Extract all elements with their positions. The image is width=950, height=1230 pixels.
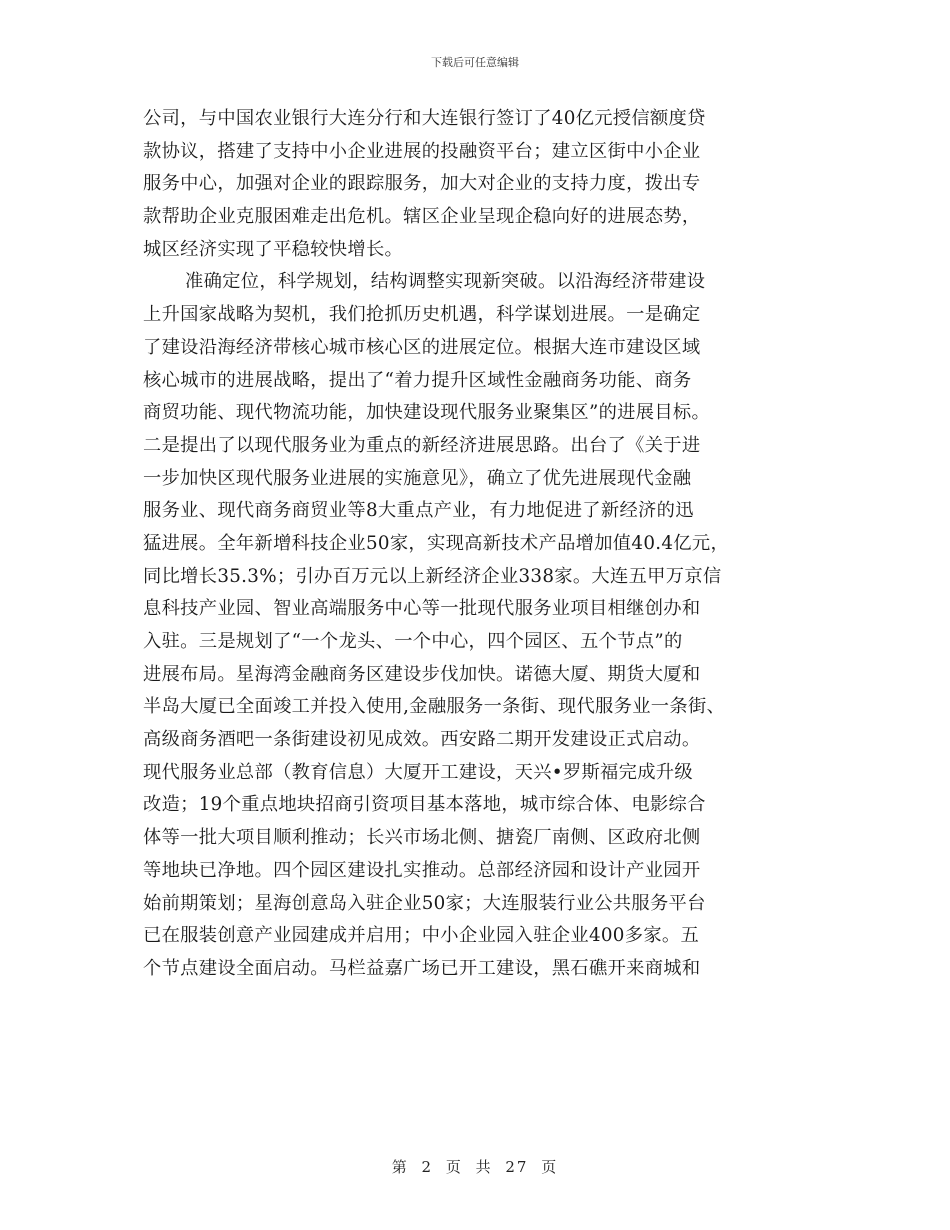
- text-line: 公司，与中国农业银行大连分行和大连银行签订了40亿元授信额度贷: [143, 108, 706, 129]
- text-line: 体等一批大项目顺利推动；长兴市场北侧、搪瓷厂南侧、区政府北侧: [143, 827, 701, 849]
- text-line: 核心城市的进展战略，提出了“着力提升区域性金融商务功能、商务: [143, 369, 692, 391]
- paragraph-start-line: 准确定位，科学规划，结构调整实现新突破。以沿海经济带建设: [185, 271, 706, 293]
- text-line: 二是提出了以现代服务业为重点的新经济进展思路。出台了《关于进: [143, 434, 701, 456]
- text-line: 息科技产业园、智业高端服务中心等一批现代服务业项目相继创办和: [143, 598, 701, 620]
- text-line: 进展布局。星海湾金融商务区建设步伐加快。诺德大厦、期货大厦和: [143, 663, 701, 685]
- text-line: 同比增长35.3%；引办百万元以上新经济企业338家。大连五甲万京信: [143, 565, 722, 587]
- text-line: 了建设沿海经济带核心城市核心区的进展定位。根据大连市建设区域: [143, 336, 701, 358]
- text-line: 款帮助企业克服困难走出危机。辖区企业呈现企稳向好的进展态势，: [143, 206, 701, 228]
- document-body: [143, 103, 803, 986]
- text-line: 款协议，搭建了支持中小企业进展的投融资平台；建立区街中小企业: [143, 140, 701, 162]
- text-line: 半岛大厦已全面竣工并投入使用,金融服务一条街、现代服务业一条街、: [143, 696, 726, 718]
- text-line: 始前期策划；星海创意岛入驻企业50家；大连服装行业公共服务平台: [143, 892, 706, 914]
- text-line: 服务中心，加强对企业的跟踪服务，加大对企业的支持力度，拨出专: [143, 173, 701, 195]
- text-line: 一步加快区现代服务业进展的实施意见》，确立了优先进展现代金融: [143, 467, 692, 489]
- text-line: 商贸功能、现代物流功能，加快建设现代服务业聚集区”的进展目标。: [143, 402, 711, 424]
- page-header-note: 下载后可任意编辑: [431, 56, 519, 69]
- page-number-footer: 第 2 页 共 27 页: [391, 1158, 559, 1176]
- text-line: 个节点建设全面启动。马栏益嘉广场已开工建设，黑石礁开来商城和: [143, 957, 701, 979]
- text-line: 现代服务业总部（教育信息）大厦开工建设，天兴•罗斯福完成升级: [143, 761, 693, 783]
- text-line: 高级商务酒吧一条街建设初见成效。西安路二期开发建设正式启动。: [143, 729, 701, 751]
- text-line: 已在服装创意产业园建成并启用；中小企业园入驻企业400多家。五: [143, 925, 700, 947]
- text-line: 等地块已净地。四个园区建设扎实推动。总部经济园和设计产业园开: [143, 859, 701, 881]
- text-line: 猛进展。全年新增科技企业50家，实现高新技术产品增加值40.4亿元，: [143, 532, 730, 554]
- text-line: 服务业、现代商务商贸业等8大重点产业，有力地促进了新经济的迅: [143, 500, 694, 522]
- text-line: 城区经济实现了平稳较快增长。: [143, 238, 404, 260]
- text-line: 入驻。三是规划了“一个龙头、一个中心，四个园区、五个节点”的: [143, 631, 683, 652]
- text-line: 上升国家战略为契机，我们抢抓历史机遇，科学谋划进展。一是确定: [143, 304, 701, 326]
- text-line: 改造；19个重点地块招商引资项目基本落地，城市综合体、电影综合: [143, 794, 706, 816]
